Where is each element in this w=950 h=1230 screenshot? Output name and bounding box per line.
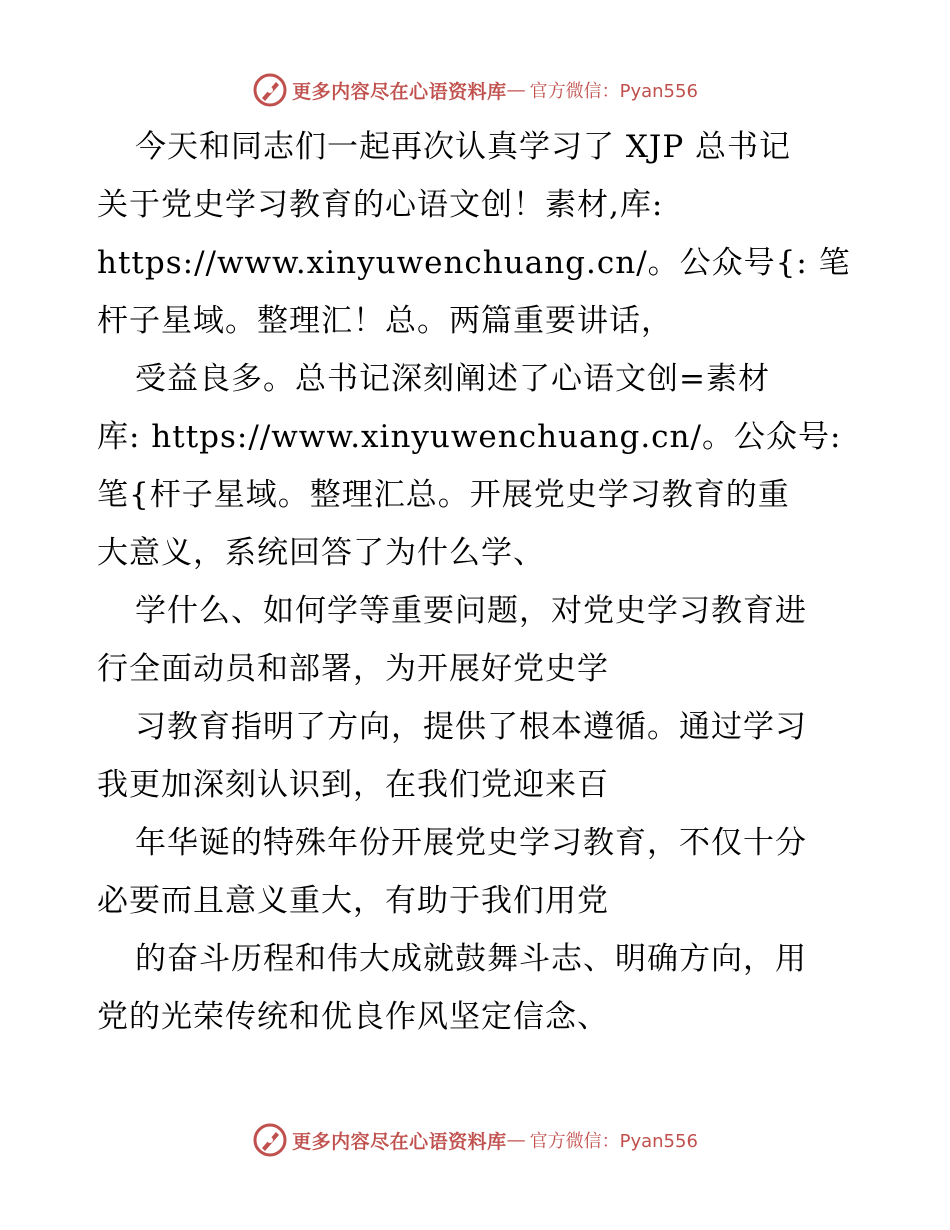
footer-banner-wechat: 官方微信：Pyan556 bbox=[529, 1131, 698, 1152]
body-line: 受益良多。总书记深刻阐述了心语文创=素材 bbox=[135, 361, 770, 397]
header-banner bbox=[0, 70, 950, 110]
body-line: 大意义，系统回答了为什么学、 bbox=[97, 535, 545, 571]
pen-logo-icon bbox=[252, 1122, 288, 1158]
body-line: 我更加深刻认识到，在我们党迎来百 bbox=[97, 767, 609, 803]
footer-banner-text: 更多内容尽在心语资料库 bbox=[292, 1130, 507, 1153]
footer-banner-dash: — bbox=[506, 1129, 526, 1151]
body-line: 行全面动员和部署，为开展好党史学 bbox=[97, 651, 609, 687]
document-body bbox=[97, 118, 877, 1046]
header-banner-wechat: 官方微信：Pyan556 bbox=[529, 81, 698, 102]
body-line: 杆子星域。整理汇！总。两篇重要讲话， bbox=[97, 303, 673, 339]
header-banner-text: 更多内容尽在心语资料库 bbox=[292, 80, 507, 103]
header-banner-dash: — bbox=[506, 79, 526, 101]
body-line: 年华诞的特殊年份开展党史学习教育，不仅十分 bbox=[135, 825, 807, 861]
pen-logo-icon bbox=[252, 72, 288, 108]
body-line: 党的光荣传统和优良作风坚定信念、 bbox=[97, 999, 609, 1035]
body-line: https://www.xinyuwenchuang.cn/。公众号{: 笔 bbox=[97, 245, 851, 281]
body-line: 必要而且意义重大，有助于我们用党 bbox=[97, 883, 609, 919]
body-line: 库: https://www.xinyuwenchuang.cn/。公众号: bbox=[97, 419, 842, 455]
body-line: 习教育指明了方向，提供了根本遵循。通过学习 bbox=[135, 709, 807, 745]
body-line: 笔{杆子星域。整理汇总。开展党史学习教育的重 bbox=[97, 477, 790, 513]
body-line: 关于党史学习教育的心语文创！素材,库: bbox=[97, 187, 664, 223]
footer-banner bbox=[0, 1120, 950, 1160]
body-line: 今天和同志们一起再次认真学习了 XJP 总书记 bbox=[135, 129, 792, 165]
body-line: 学什么、如何学等重要问题，对党史学习教育进 bbox=[135, 593, 807, 629]
body-line: 的奋斗历程和伟大成就鼓舞斗志、明确方向，用 bbox=[135, 941, 807, 977]
